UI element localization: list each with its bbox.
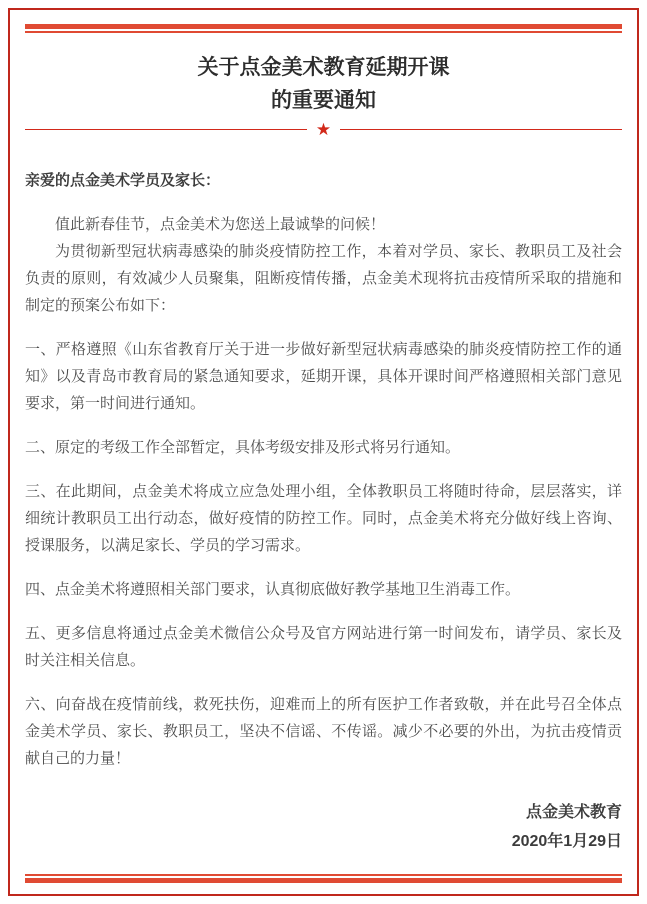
divider-line-right [340,129,622,130]
top-rule-thin [25,31,622,33]
divider-line-left [25,129,307,130]
star-divider [25,121,622,138]
section-paragraph-1: 一、严格遵照《山东省教育厅关于进一步做好新型冠状病毒感染的肺炎疫情防控工作的通知》以及青岛市教育局的紧急通知要求，延期开课，具体开课时间严格遵照相关部门意见要求，第一时间进行通知。 [25,341,622,412]
star-icon: ★ [315,120,332,139]
bottom-double-rule [25,874,622,883]
intro-paragraph: 为贯彻新型冠状病毒感染的肺炎疫情防控工作，本着对学员、家长、教职员工及社会负责的原则，有效减少人员聚集，阻断疫情传播，点金美术现将抗击疫情所采取的措施和制定的预案公布如下： [25,243,622,314]
signature-block [25,798,622,856]
bottom-rule-thin [25,874,622,876]
section-paragraph-3: 三、在此期间，点金美术将成立应急处理小组，全体教职员工将随时待命，层层落实，详细统计教职员工出行动态，做好疫情的防控工作。同时，点金美术将充分做好线上咨询、授课服务，以满足家长、学员的学习需求。 [25,483,622,554]
section-paragraph-4: 四、点金美术将遵照相关部门要求，认真彻底做好教学基地卫生消毒工作。 [25,581,521,598]
notice-document [8,8,639,896]
section-paragraph-2: 二、原定的考级工作全部暂定，具体考级安排及形式将另行通知。 [25,439,461,456]
title-line-2: 的重要通知 [271,89,376,112]
notice-body [25,167,622,772]
top-rule-thick [25,24,622,29]
bottom-rule-thick [25,878,622,883]
signature-org: 点金美术教育 [525,804,622,821]
greeting-line: 亲爱的点金美术学员及家长： [25,172,221,189]
section-paragraph-5: 五、更多信息将通过点金美术微信公众号及官方网站进行第一时间发布，请学员、家长及时关注相关信息。 [25,625,622,669]
top-double-rule [25,24,622,33]
section-paragraph-6: 六、向奋战在疫情前线，救死扶伤，迎难而上的所有医护工作者致敬，并在此号召全体点金美术学员、家长、教职员工，坚决不信谣、不传谣。减少不必要的外出，为抗击疫情贡献自己的力量！ [25,696,622,767]
title-line-1: 关于点金美术教育延期开课 [197,56,450,79]
intro-paragraph: 值此新春佳节，点金美术为您送上最诚挚的问候！ [55,216,386,233]
signature-date: 2020年1月29日 [511,833,622,850]
page-title [25,51,622,117]
